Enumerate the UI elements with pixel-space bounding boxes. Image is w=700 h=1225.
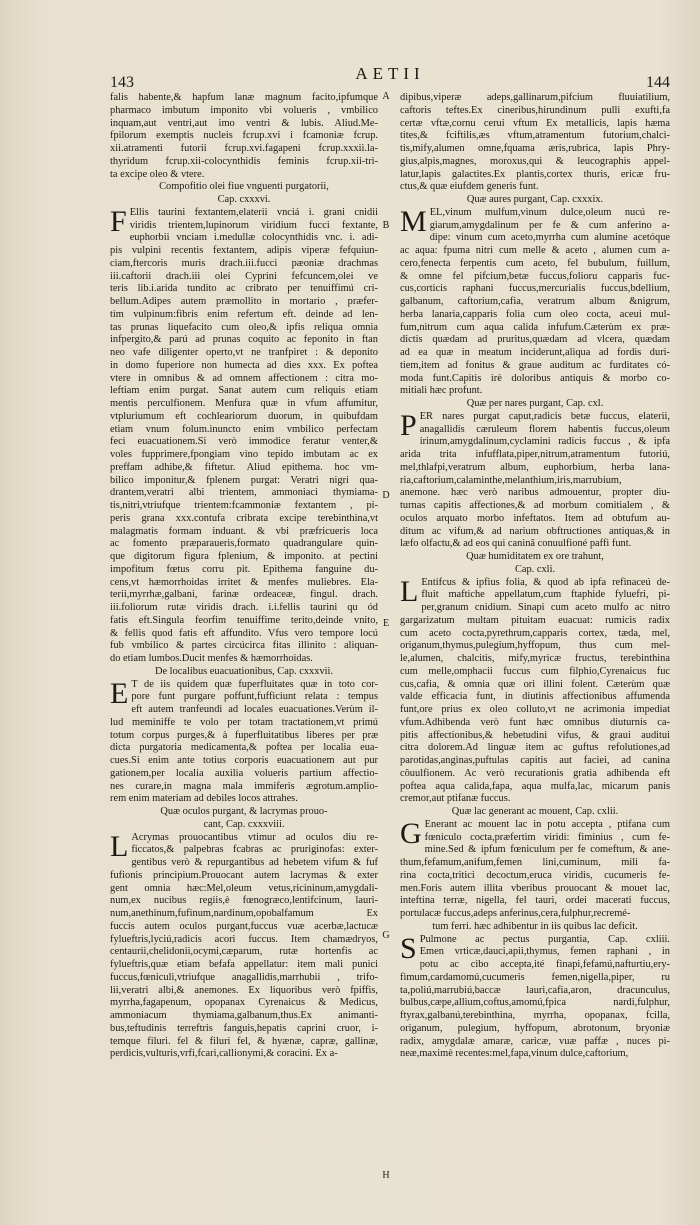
text-line: irinum,amygdalinum,cyclamini radicis fuccus , & ipfa	[419, 436, 670, 448]
text-line: nes curare,in magna mala immiferis ægrotum.amplio-	[110, 780, 378, 792]
text-line: mitiali hæc profunt.	[400, 385, 483, 397]
text-line: ditum ac vifum,& ad narium obftructiones antiquas,& in	[400, 525, 670, 537]
text-line: centaurii,chelidonii,ocymi,cæparum, rutæ hortenfis ac	[110, 946, 378, 958]
text-line: terii,myrrhæ,galbani, farinæ ordeaceæ, fingul. drach.	[110, 589, 378, 601]
text-line: leftiam enim purgat. Sanat autem cum reliquis etiam	[110, 385, 378, 397]
chapter-heading-line: Quæ aures purgant, Cap. cxxxix.	[466, 194, 604, 205]
text-line: radix, amygdalæ amaræ, caricæ, vuæ paffæ , nuces pi-	[400, 1035, 670, 1047]
text-line: Emen vrticæ,dauci,apii,thymus, femen raphani , in	[419, 946, 670, 958]
text-line: poftea aqua calida,fapa, aqua mulfa,lac, micarum panis	[400, 780, 670, 792]
text-line: herba lanaria,capparis folia cum oleo cocta, aceui mul-	[400, 308, 670, 320]
text-line: tiem,item ad fonitus & graue auditum ac furditates có-	[400, 359, 670, 371]
text-line: cero,fenecta ferpentis cum aceto, fel bubulum, fuillum,	[400, 257, 670, 269]
drop-cap: E	[110, 676, 129, 710]
text-line: côuulfionem. Ac verò recurationis gratia adhibenda eft	[400, 767, 670, 779]
text-line: mine.Sed & ipfum fœniculum per fe comeftum, & ane-	[424, 844, 670, 856]
text-line: fpilorum exemptis nucleis fcrup.xvi i fcamoniæ fcrup.	[110, 130, 378, 142]
text-line: valde efficacia funt, in diutinis affectionibus affumenda	[400, 691, 670, 703]
text-line: & fellis quod fatis eft affundito. Vfus vero tempore locú	[110, 627, 378, 639]
text-line: dipibus,viperæ adeps,gallinarum,pifcium fluuiatilium,	[400, 92, 670, 103]
text-line: iii.caftorii drach.iii olei Cyprini fefcuncem,olei ve	[110, 270, 378, 282]
text-line: gationem,per localia auxilia volueris partium affectio-	[110, 767, 378, 779]
drop-cap: L	[400, 574, 419, 608]
text-line: perdicis,vulturis,vrfi,fcari,callionymi,& coracini. Ex a-	[110, 1048, 338, 1060]
text-line: viridis trientem,lupinorum viridium fucci fextante,	[129, 219, 378, 231]
chapter-heading-line: Quæ oculos purgant, & lacrymas prouo-	[160, 806, 328, 817]
text-line: fluit maftiche appellatum,cum ftaphide fyluefri, pi-	[421, 589, 670, 601]
text-line: ciam,ftercoris muris drach.iii.fucci pæoniæ drachmas	[110, 257, 378, 269]
text-line: falis habente,& hapfum lanæ magnum facito,ipfumque	[110, 92, 378, 103]
text-line: parotidas,anginas,puftulas capitis aut faciei, ad canina	[400, 755, 670, 766]
text-line: inquam,aut ventri,aut imo ventri & lubis. Aliud.Me-	[110, 117, 378, 129]
text-line: gius,alpis,magnes, moroxus,qui & leucographis appel-	[400, 155, 670, 167]
text-line: ammoniacum thymiama,galbanum,thus.Ex animanti-	[110, 1010, 378, 1021]
text-line: Pulmone ac pectus purgantia, Cap. cxliii.	[419, 933, 670, 945]
text-line: infpergito,& parú ad prunas coquito ac feponito in ftan	[110, 334, 378, 346]
text-line: fum,nitrum cum aqua calida infufum.Cæterùm ex præ-	[400, 321, 670, 333]
margin-letter-a: A	[382, 91, 390, 102]
drop-cap: S	[400, 931, 417, 965]
text-line: pore funt purgare poffunt,fufficiunt relata : tempus	[131, 691, 378, 703]
text-line: bus,teftudinis terreftris fanguis,hepatis caprini cruor, i-	[110, 1022, 378, 1034]
text-line: euphorbii vnciam i.medullæ colocynthidis vnc. i. adi-	[129, 232, 378, 244]
text-line: etiam vnum folum.inuncto enim vmbilico perfectam	[110, 423, 378, 435]
chapter-heading-line: Cap. cxxxvi.	[217, 194, 271, 205]
text-line: arida trita infufflata,piper,nitrum,atramentum futoriú,	[400, 449, 670, 460]
text-line: inteftina terræ, nigella, fel tauri, ordei macerati fuccus,	[400, 895, 670, 907]
text-line: iii.foliorum rutæ viridis drach. i.i.fellis taurini qu ód	[110, 602, 378, 613]
margin-letter-g: G	[382, 930, 390, 941]
text-line: portulacæ fuccus,adeps anferinus,cera,fulphur,recremé-	[400, 908, 631, 919]
text-line: cum aceto cocta,pyrethrum,capparis cortex, tæda, mel,	[400, 627, 670, 639]
text-line: num,ex nucibus regiis,è fœnogræco,lentifcinum, lauri-	[110, 895, 378, 907]
drop-cap: F	[110, 204, 127, 238]
chapter-heading-line: Compofitio olei fiue vnguenti purgatorii,	[159, 181, 329, 193]
text-line: cremor,aut ptifanæ fuccus.	[400, 793, 511, 805]
text-line: fylueftris,lyciú,radicis acori fuccus. Item chamædryos,	[110, 933, 378, 945]
text-line: læfo olfactu,& ad eos qui caninâ conuulfioné paffi funt.	[400, 538, 632, 550]
text-line: peris grana xxx.contufa cribrata excipe terebinthina,vt	[110, 512, 378, 524]
text-line: anemone. hæc verò naribus admouentur, propter diu-	[400, 487, 670, 499]
margin-letter-d: D	[382, 490, 390, 501]
text-line: mentis perculfionem. Menfura quæ in vfum affumitur,	[110, 398, 378, 409]
text-line: tites,& fciftilis,æs vftum,atramentum futorium,chalci-	[400, 130, 670, 142]
text-line: moda funt.Capitis irè doloribus antiquis & morbo co-	[400, 372, 670, 384]
text-line: Ellis taurini fextantem,elaterii vnciá i. grani cnidii	[129, 206, 378, 218]
text-line: citra dolorem.Ad linguæ item ac guftus refolutiones,ad	[400, 742, 670, 754]
text-line: cens,vt hæmorrhoidas irritet & menfes muliebres. Ela-	[110, 576, 378, 588]
text-line: thum,fefamum,anifum,femen lini,cuminum, mili fa-	[400, 857, 670, 868]
text-line: men.Foris autem illita vberibus prouocant & mouet lac,	[400, 882, 670, 894]
text-line: voles fupprimere,fpongiam vino tepido imbutam ac ex	[110, 449, 378, 460]
text-line: do etiam lumbos.Ducit menfes & hæmorrhoidas.	[110, 653, 313, 664]
text-line: ftyrax,galbanú,terebinthina, myrrha, opopanax, fcilla,	[400, 1010, 670, 1021]
chapter-heading-line: Quæ humiditatem ex ore trahunt,	[466, 551, 604, 562]
text-line: thyridum fcrup.xii-colocynthidis feminis fcrup.xii-tri-	[110, 155, 378, 167]
text-line: certæ vftæ,cornu cerui vftum Ex metallicis, lapis hæma	[400, 117, 670, 129]
drop-cap: G	[400, 816, 422, 850]
text-line: tis,mify,alumen omne,fquama æris,rubrica, lapis Phry-	[400, 143, 670, 154]
text-line: fuccis autem oculos purgant,fuccus vuæ acerbæ,lactucæ	[110, 920, 378, 932]
text-line: in domo fuperiore non humecta ad dies xxx. Ex poftea	[110, 359, 378, 371]
text-line: latur,lapis galactites.Ex plantis,cortex thuris, ericæ fru-	[400, 168, 670, 180]
text-line: dipe: vinum cum aceto,myrrha cum alumine acetóque	[429, 232, 670, 244]
chapter-heading-line: Quæ lac generant ac mouent, Cap. cxlii.	[451, 806, 619, 817]
drop-cap: P	[400, 408, 417, 442]
text-line: bulbus,cæpe,allium,coftus,amomú,fpica nardi,fulphur,	[400, 997, 670, 1009]
margin-letter-b: B	[382, 220, 390, 231]
text-line: tim vulpinum:fibris enim refertum eft. deinde ad len-	[110, 308, 378, 320]
text-line: rem enim materiam ad debiles locos attrahes.	[110, 793, 298, 805]
text-line: teris lib.i.arida tundito ac cribrato per tenuiffimú cri-	[110, 283, 378, 295]
text-line: fufionis principium.Prouocant autem lacrymas & exter	[110, 869, 378, 881]
left-column-text	[110, 92, 378, 1061]
chapter-heading-line: Cap. cxli.	[514, 563, 556, 575]
text-line: fuccus,fœniculi,vtriufque anagallidis,marrhubii , trifo-	[110, 971, 378, 983]
text-line: anagallidis cæruleum florem habentis fuccus,oleum	[419, 423, 670, 435]
text-line: fatis eft.Singula feorfim tenuiffime terito,deinde vnito,	[110, 614, 378, 626]
text-line: origanum,thymus,pulegium,hyffopum, thus cum mel-	[400, 640, 670, 652]
text-line: T de iis quidem quæ fuperfluitates quæ in toto cor-	[131, 678, 378, 690]
text-line: Enerant ac mouent lac in potu accepta , ptifana cum	[424, 818, 670, 830]
text-line: bilico imponitur,& fplenem purgat: Veratri nigri qua-	[110, 474, 378, 486]
text-line: cues.Si enim ante totius corporis euacuationem aut pur	[110, 755, 378, 766]
text-line: potu ac cibo accepta,ité finapi,fefamú,nafturtiu,ery-	[419, 959, 670, 970]
text-line: neo vafe diligenter operto,vt ne tranfpiret : & deponito	[110, 347, 378, 358]
text-line: caftoris teftes.Ex cineribus,hirundinum pulli exufti,fa	[400, 104, 670, 116]
text-line: ER nares purgat caput,radicis betæ fuccus, elaterii,	[419, 410, 670, 422]
text-line: que digitorum figura fplenium, & imponito. at pectini	[110, 551, 378, 562]
chapter-heading-line: cant, Cap. cxxxviii.	[203, 818, 285, 830]
text-line: cus,corticis raphani fuccus,mercurialis fuccus,bdellium,	[400, 283, 670, 295]
text-line: impofitum fœtus corru pit. Epithema fanguine du-	[110, 563, 378, 575]
text-line: gent omnia hæc:Mel,oleum vetus,ricininum,amygdali-	[110, 882, 378, 894]
text-line: ta,poliú,marrubiú,baccæ lauri,cafia,aron, dracunculus,	[400, 984, 670, 996]
text-line: feci euacuationem.Si verò immodice feratur venter,&	[110, 436, 378, 448]
text-line: mel,thlafpi,veratrum album, euphorbium, herba lana-	[400, 461, 670, 473]
text-line: drantem,veratri albi trientem, ammoniaci thymiama-	[110, 487, 378, 499]
text-line: fub vmbilico & partes circúcirca fitas illinito : aliquan-	[110, 640, 378, 652]
right-column-text	[400, 92, 670, 1061]
text-line: vfum.Adhibenda verò funt hæc omnibus diuturnis ca-	[400, 716, 670, 728]
text-line: cus,cafia, & omnia quæ ori illini folent. Cæterùm quæ	[400, 678, 670, 690]
text-line: fimum,cardamomú,cucumeris femen,nigella,piper, ru	[400, 971, 670, 983]
text-line: origanum, pulegium, hyffopum, abrotonum, bryoniæ	[400, 1022, 670, 1034]
text-line: cum melle,omphacii fuccus cum filphio,Cyrenaicus fuc	[400, 665, 670, 677]
running-title: AETII	[355, 64, 425, 83]
text-line: neæ,maximè recentes:mel,fapa,vinum dulce,caftorium,	[400, 1048, 629, 1060]
text-line: fylueftris,quæ etiam befafa appellatur: item mali punici	[110, 959, 378, 970]
text-line: funt,ore prius ex oleo colluto,vt ne acrimonia impediat	[400, 704, 670, 715]
drop-cap: L	[110, 829, 129, 863]
text-line: xii.atramenti futorii fcrup.xvi.fagapeni fcrup.xxxii.la-	[110, 143, 378, 154]
text-line: num,anethinum,fufinum,nardinum,opobalfamum Ex	[110, 908, 378, 919]
text-line: preffam adhibe,& fiftetur. Aliud epithema. hoc vm-	[110, 461, 378, 473]
text-line: totum corpus purges,& à fuperfluitatibus liberes per præ	[110, 729, 378, 741]
text-line: lud meminiffe te volo per totam tractationem,vt primú	[110, 716, 378, 728]
chapter-heading-line: tum ferri. hæc adhibentur in iis quibus lac deficit.	[432, 920, 638, 932]
text-line: ria,caftorium,calaminthe,melanthium,iris,marrubium,	[400, 474, 622, 486]
text-line: tis,nitri,vtriufque trientem:fcammoniæ fextantem , pi-	[110, 500, 378, 511]
text-line: giarum,amygdalinum per fe & cum anferino a-	[429, 219, 670, 231]
text-line: fœniculo cocta,præfertim viridi: fiminius , cum fe-	[424, 831, 670, 843]
text-line: Entifcus & ipfius folia, & quod ab ipfa refinaceú de-	[421, 576, 670, 588]
text-line: oculos arquato morbo infeftatos. Item ad obtufum au-	[400, 512, 670, 524]
text-line: galbanum, caftorium,cafia, veratrum album &nigrum,	[400, 296, 670, 307]
text-line: EL,vinum mulfum,vinum dulce,oleum nucú re-	[429, 206, 670, 218]
text-line: dicta purgatoria medicamenta,& poftea per localia eua-	[110, 742, 378, 754]
text-line: malagmatis formam induant. & vbi præfricueris loca	[110, 525, 378, 537]
text-line: pharmaco imbutum imponito vbi volueris , vmbilico	[110, 104, 378, 116]
text-line: ac aqua: fpuma nitri cum melle & aceto , alumen cum a-	[400, 245, 670, 256]
text-line: le,alumen, chalcitis, mify,myricæ fructus, terebinthina	[400, 653, 670, 664]
text-line: eft autem tranfeundi ad locales euacuationes.Verùm il-	[131, 704, 378, 715]
margin-letter-h: H	[382, 1170, 390, 1181]
text-line: pitis affectionibus,& hebetudini vifus, & graui auditui	[400, 729, 670, 741]
text-line: vtere in omnibus & ad omnem affectionem : citra mo-	[110, 372, 378, 384]
text-line: dictis quædam ad pruritus,quædam ad vlcera, quædam	[400, 334, 670, 346]
margin-letter-e: E	[382, 618, 390, 629]
text-line: ta excipe oleo & vtere.	[110, 168, 205, 180]
chapter-heading-line: Quæ per nares purgant, Cap. cxl.	[466, 398, 604, 409]
running-header	[110, 64, 670, 90]
text-line: pis vulpini recentis fextantem, adipis viperæ fefquiun-	[110, 245, 378, 256]
text-line: vtpluriumum eft cochleariorum duorum, in quibufdam	[110, 410, 378, 422]
text-line: ficcatos,& palpebras fcabras ac pruriginofas: exter-	[131, 844, 378, 856]
page-number-right: 144	[646, 74, 670, 91]
text-line: gargarizatum multam pituitam euacuat: rumicis radix	[400, 614, 670, 626]
text-line: tas prunas liquefacito cum oleo,& ipfis reliqua omnia	[110, 321, 378, 333]
text-line: temque filuri. fel & filuri fel, & hyænæ, capræ, gallinæ,	[110, 1035, 378, 1047]
text-line: ctus,& quæ eiufdem generis funt.	[400, 181, 539, 193]
text-line: Acrymas prouocantibus vtimur ad oculos diu re-	[131, 831, 378, 843]
text-line: lii,veratri albi,& anemones. Ex liquoribus verò fpiffis,	[110, 984, 378, 996]
text-line: ad ea quæ in meatum inciderunt,aliqua ad fordis duri-	[400, 347, 670, 358]
chapter-heading-line: De localibus euacuationibus, Cap. cxxxvii.	[154, 665, 334, 677]
text-line: ac fomento præparaueris,formato quadrangulare quin-	[110, 538, 378, 550]
text-line: rina cocta,tritici decoctum,eruca viridis, cucumeris fe-	[400, 869, 670, 881]
page-number-left: 143	[110, 74, 134, 91]
text-line: gentibus verò & repurgantibus ad hebetem vifum & fuf	[131, 857, 378, 868]
text-line: bellum.Adipes autem præmollito in mortario , præfer-	[110, 296, 378, 307]
text-line: myrrha,fagapenum, opopanax Cyrenaicus & Medicus,	[110, 997, 378, 1009]
text-line: per,granum cnidium. Sinapi cum aceto mulfo ac nitro	[421, 602, 670, 613]
text-line: turnas capitis affectiones,& ad morbum comitialem , &	[400, 500, 670, 511]
text-line: & omne fel pifcium,betæ fuccus,folioru capparis fuc-	[400, 270, 670, 282]
drop-cap: M	[400, 204, 427, 238]
